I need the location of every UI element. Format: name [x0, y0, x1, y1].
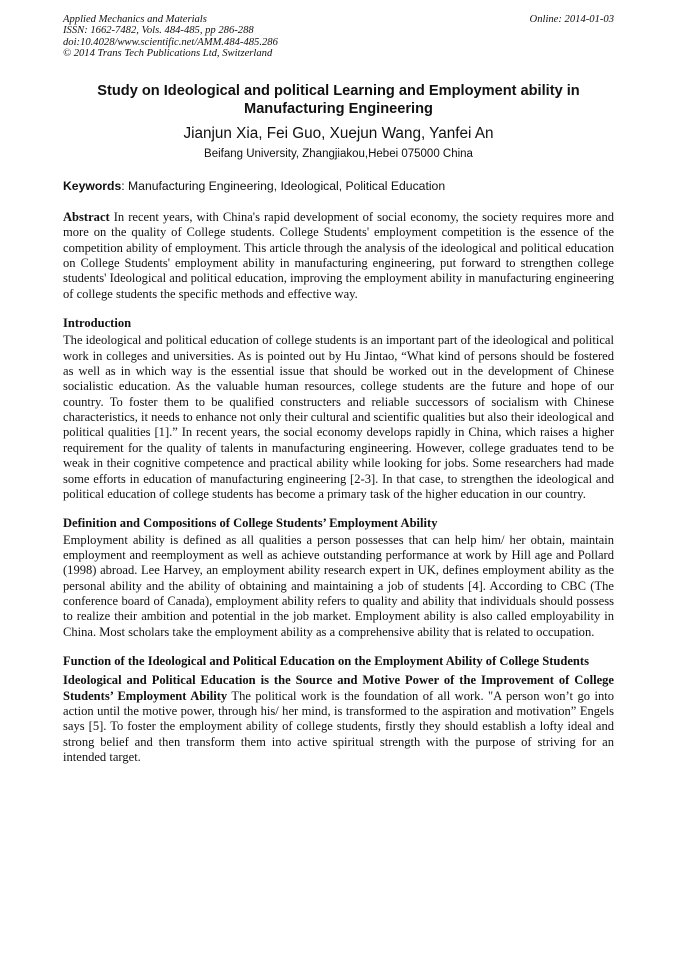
abstract: [63, 210, 614, 302]
abstract-label: Abstract: [63, 210, 110, 224]
doi-line: doi:10.4028/www.scientific.net/AMM.484-485.286: [63, 36, 278, 48]
definition-paragraph: Employment ability is defined as all qualities a person possesses that can help him/ her obtain, maintain employment and reemployment as well as achieve outstanding performance at work by Hill age and Pollard (1998) abroad. Lee Harvey, an employment ability research expert in UK, defines employment ability as the personal ability and the ability of obtaining and maintaining a job of students [4]. According to CBC (The conference board of Canada), employment ability refers to quality and ability that individuals should possess to realize their ambition and potential in the job market. Employment ability is also called employability in China. Most scholars take the employment ability as a comprehensive ability that is related to occupation.: [63, 532, 614, 639]
online-date: Online: 2014-01-03: [529, 14, 614, 25]
author-list: Jianjun Xia, Fei Guo, Xuejun Wang, Yanfei An: [183, 125, 494, 142]
copyright-line: © 2014 Trans Tech Publications Ltd, Switzerland: [63, 48, 273, 60]
keywords-label: Keywords: [63, 179, 122, 193]
keywords: [63, 179, 614, 194]
affiliation: Beifang University, Zhangjiakou,Hebei 075000 China: [204, 148, 473, 160]
section-heading-function: Function of the Ideological and Political Education on the Employment Ability of College Students: [63, 653, 589, 668]
issn-line: ISSN: 1662-7482, Vols. 484-485, pp 286-288: [63, 25, 254, 37]
function-paragraph: [63, 673, 614, 765]
paper-title: Study on Ideological and political Learning and Employment ability in Manufacturing Engineering: [97, 83, 580, 117]
subsection-heading: Ideological and Political Education is the Source and Motive Power of the Improvement of College Students’ Employment Ability: [63, 673, 614, 703]
introduction-paragraph: The ideological and political education of college students is an important part of the ideological and political work in colleges and universities. As is pointed out by Hu Jintao, “What kind of persons should be fostered as well as in which way is the essential issue that should be worked out in the development of Chinese socialistic education. As the valuable human resources, college students are the future and hope of our country. To foster them to be qualified constructers and reliable successors of socialism with Chinese characteristics, it needs to enhance not only their cultural and scientific qualities but also their ideological and political qualities [1].” In recent years, the social economy develops rapidly in China, which raises a higher requirement for the quality of talents in manufacturing engineering. However, college graduates tend to be weak in their cognitive competence and practical ability while looking for jobs. Some researchers had made some efforts in education of manufacturing engineering [2-3]. In that case, to strengthen the ideological and political education of college students has become a primary task of the higher education in our country.: [63, 333, 614, 501]
journal-name: Applied Mechanics and Materials: [63, 14, 207, 25]
keywords-text: : Manufacturing Engineering, Ideological, Political Education: [121, 179, 446, 193]
abstract-text: In recent years, with China's rapid development of social economy, the society requires more and more on the quality of College students. College Students' employment competition is the essence of the competition ability of employment. This article through the analysis of the ideological and political education on College Students' employment ability in manufacturing engineering, put forward to strengthen college students' Ideological and political education, improving the employment ability in manufacturing engineering of college students the specific methods and effective way.: [63, 210, 614, 301]
journal-header: [63, 14, 614, 60]
function-text: The political work is the foundation of all work. "A person won’t go into action until the motive power, through his/ her mind, is transformed to the aspiration and motivation” Engels says [5]. To foster the employment ability of college students, firstly they should establish a lofty ideal and strong belief and then transform them into active spiritual strength with the purpose of striving for an intended target.: [63, 688, 614, 764]
section-heading-introduction: Introduction: [63, 316, 132, 331]
paper-page: [63, 14, 614, 765]
section-heading-definition: Definition and Compositions of College Students’ Employment Ability: [63, 516, 438, 531]
